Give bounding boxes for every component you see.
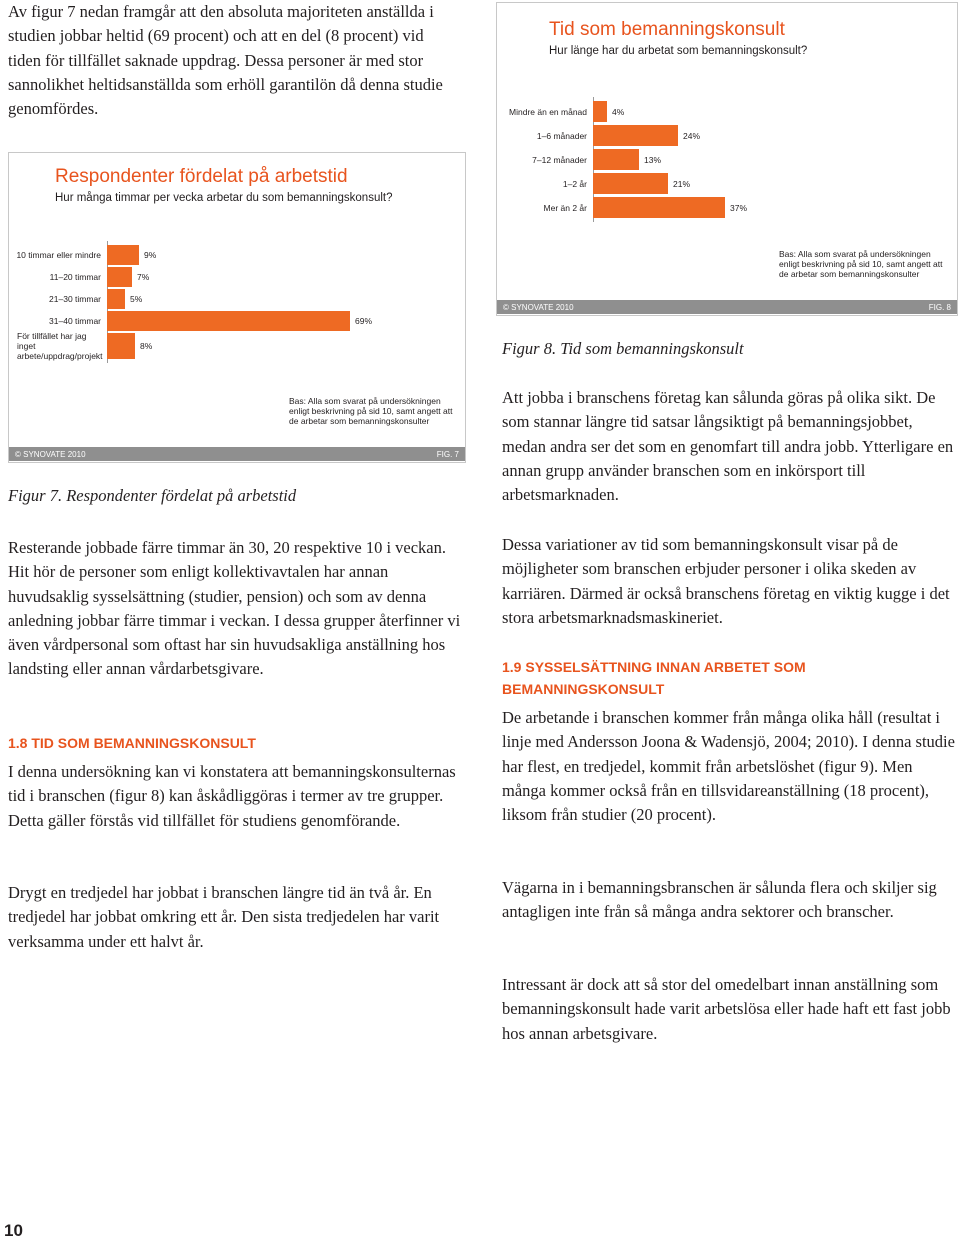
value-label: 13% (644, 154, 662, 165)
bar-row (49, 311, 459, 331)
bar-row (509, 101, 949, 122)
bar-row (16, 245, 459, 265)
paragraph-1-8-a: I denna undersökning kan vi konstatera att bemanningskonsulternas tid i branschen (figur 8) kan åskådliggöras i termer av tre grupper. Detta gäller förstås vid tillfället för studiens genomförande. (8, 762, 456, 830)
section-heading-1-9: 1.9 SYSSELSÄTTNING INNAN ARBETET SOM BEMANNINGSKONSULT (502, 659, 806, 697)
bar (107, 289, 125, 309)
bar-row (49, 267, 459, 287)
figure-7-chart (8, 152, 466, 463)
copyright-label: © SYNOVATE 2010 (15, 449, 86, 459)
figure-number: FIG. 8 (928, 302, 951, 312)
paragraph-1-8-b: Drygt en tredjedel har jobbat i branschen längre tid än två år. En tredjedel har jobbat omkring ett år. Den sista tredjedelen har varit verksamma under ett halvt år. (8, 883, 440, 951)
value-label: 5% (130, 294, 143, 304)
bar-row (49, 289, 459, 309)
value-label: 8% (140, 341, 153, 351)
value-label: 37% (730, 202, 748, 213)
chart-footer (9, 447, 465, 461)
bar (593, 197, 725, 218)
chart-subtitle: Hur många timmar per vecka arbetar du som bemanningskonsult? (55, 192, 393, 204)
section-heading-1-8: 1.8 TID SOM BEMANNINGSKONSULT (8, 735, 256, 751)
value-label: 7% (137, 272, 150, 282)
bar (107, 267, 132, 287)
base-note: Bas: Alla som svarat på undersökningen enligt beskrivning på sid 10, samt angett att de arbetar som bemanningskonsulter (779, 249, 943, 279)
category-label: 1–2 år (562, 178, 587, 189)
bar (593, 149, 639, 170)
value-label: 21% (673, 178, 691, 189)
bar-row (536, 125, 949, 146)
bar (107, 245, 139, 265)
paragraph-after-fig8-b: Dessa variationer av tid som bemanningskonsult visar på de möjligheter som branschen erbjuder personer i olika skeden av karriären. Därmed är också branschens företag en viktig kugge i det stora arbetsmarknadsmaskineriet. (502, 535, 950, 627)
bar (593, 173, 668, 194)
category-label: 21–30 timmar (49, 294, 101, 304)
category-label: 11–20 timmar (49, 272, 101, 282)
paragraph-after-fig7: Resterande jobbade färre timmar än 30, 20 respektive 10 i veckan. Hit hör de personer som enligt kollektivavtalen har annan huvudsaklig sysselsättning (studier, pension) och som av denna anledning jobbar färre timmar i veckan. I dessa grupper återfinner vi även vårdpersonal som oftast har sin huvudsakliga anställning hos landsting eller annan vårdarbetsgivare. (8, 538, 461, 679)
chart-title: Tid som bemanningskonsult (549, 19, 785, 40)
category-label: 1–6 månader (536, 130, 587, 141)
bar-row (17, 331, 459, 361)
bar (593, 125, 678, 146)
chart-footer (497, 300, 957, 314)
paragraph-1-9-b: Vägarna in i bemanningsbranschen är sålunda flera och skiljer sig antagligen inte från så många andra sektorer och branscher. (502, 878, 937, 922)
bar (107, 311, 350, 331)
category-label: Mer än 2 år (543, 202, 587, 213)
copyright-label: © SYNOVATE 2010 (503, 302, 574, 312)
bar-row (532, 149, 949, 170)
chart-title: Respondenter fördelat på arbetstid (55, 166, 348, 187)
bar-row (543, 197, 949, 218)
value-label: 9% (144, 250, 157, 260)
bar (107, 333, 135, 359)
category-label: 7–12 månader (532, 154, 587, 165)
category-label: Mindre än en månad (509, 106, 587, 117)
value-label: 69% (355, 316, 373, 326)
paragraph-after-fig8-a: Att jobba i branschens företag kan sålunda göras på olika sikt. De som stannar längre tid satsar långsiktigt på bemanningsjobbet, medan andra ser det som en genomfart till andra jobb. Ytterligare en annan grupp använder branschen som en inkörsport till arbetsmarknaden. (502, 388, 954, 505)
bar-row (562, 173, 949, 194)
value-label: 24% (683, 130, 701, 141)
paragraph-1-9-a: De arbetande i branschen kommer från många olika håll (resultat i linje med Andersson Joona & Wadensjö, 2004; 2010). I denna studie har flest, en tredjedel, kommit från arbetslöshet (figur 9). Men många kommer också från en tillsvidareanställning (18 procent), liksom från studier (20 procent). (502, 708, 955, 825)
chart-subtitle: Hur länge har du arbetat som bemanningskonsult? (549, 45, 808, 57)
figure-8-caption: Figur 8. Tid som bemanningskonsult (502, 339, 744, 358)
value-label: 4% (612, 106, 625, 117)
base-note: Bas: Alla som svarat på undersökningen enligt beskrivning på sid 10, samt angett att de arbetar som bemanningskonsulter (289, 396, 453, 426)
paragraph-1-9-c: Intressant är dock att så stor del omedelbart innan anställning som bemanningskonsult hade varit arbetslösa eller hade haft ett fast jobb hos annan arbetsgivare. (502, 975, 951, 1043)
category-label: 31–40 timmar (49, 316, 101, 326)
figure-8-chart (496, 2, 958, 316)
bar (593, 101, 607, 122)
category-label: För tillfället har jag inget arbete/uppdrag/projekt (17, 331, 103, 361)
intro-paragraph: Av figur 7 nedan framgår att den absoluta majoriteten anställda i studien jobbar heltid (69 procent) och att en del (8 procent) vid tiden för tillfället saknade uppdrag. Dessa personer är med stor sannolikhet heltidsanställda som erhöll garantilön då denna studie genomfördes. (8, 2, 443, 119)
category-label: 10 timmar eller mindre (16, 250, 101, 260)
figure-7-caption: Figur 7. Respondenter fördelat på arbetstid (8, 486, 297, 505)
page-number: 10 (4, 1221, 23, 1240)
figure-number: FIG. 7 (436, 449, 459, 459)
